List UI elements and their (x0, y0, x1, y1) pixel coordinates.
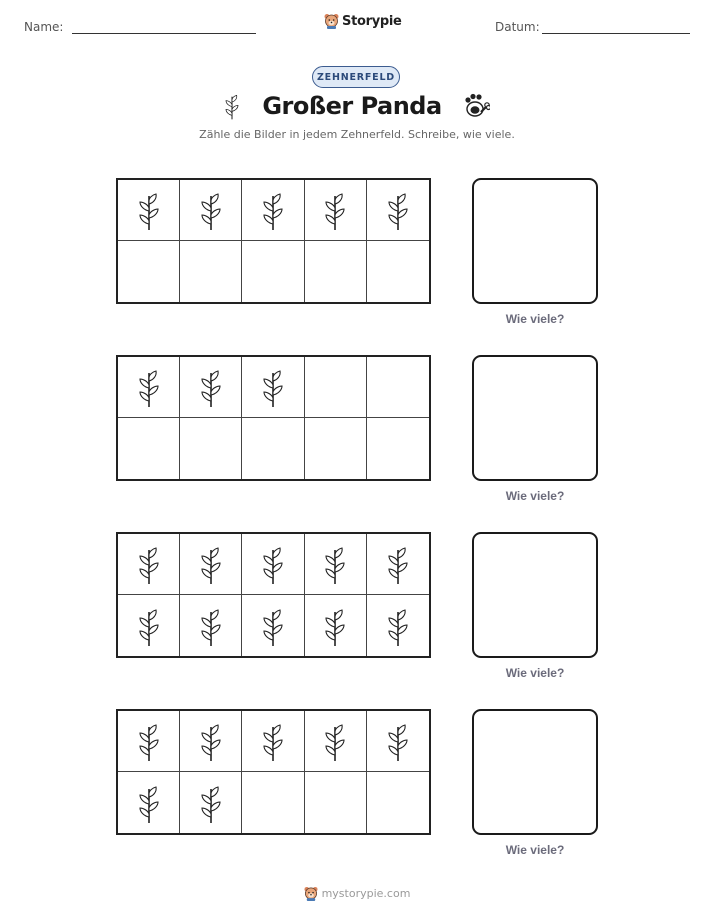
footer (0, 886, 714, 901)
bamboo-sprout-icon (199, 781, 223, 825)
ten-frame-cell (242, 241, 304, 302)
ten-frame-cell (180, 180, 242, 241)
ten-frame (116, 532, 431, 658)
ten-frame-cell (118, 418, 180, 479)
ten-frame-cell (305, 241, 367, 302)
bear-mascot-icon (304, 886, 318, 901)
bamboo-sprout-icon (261, 188, 285, 232)
ten-frame-cell (242, 180, 304, 241)
ten-frame-cell (367, 418, 429, 479)
bamboo-sprout-icon (261, 365, 285, 409)
ten-frame-cell (118, 357, 180, 418)
answer-label: Wie viele? (505, 312, 565, 326)
bamboo-sprout-icon (323, 604, 347, 648)
bamboo-sprout-icon (199, 604, 223, 648)
bamboo-sprout-icon (261, 604, 285, 648)
ten-frame-cell (118, 772, 180, 833)
ten-frame-cell (242, 357, 304, 418)
ten-frame-cell (180, 595, 242, 656)
ten-frame-cell (242, 595, 304, 656)
ten-frame-cell (180, 357, 242, 418)
brand-logo (324, 13, 402, 29)
answer-label: Wie viele? (505, 666, 565, 680)
ten-frame-cell (367, 772, 429, 833)
ten-frame-cell (305, 534, 367, 595)
bamboo-sprout-icon (199, 719, 223, 763)
brand-name: Storypie (342, 13, 402, 29)
worksheet-title: Großer Panda (262, 92, 442, 120)
ten-frame-cell (118, 534, 180, 595)
ten-frame-cell (305, 357, 367, 418)
date-label: Datum: (495, 20, 540, 34)
title-row (0, 90, 714, 122)
name-line[interactable] (72, 33, 256, 34)
bamboo-sprout-icon (137, 542, 161, 586)
ten-frame-cell (367, 241, 429, 302)
ten-frame-cell (305, 711, 367, 772)
ten-frame-cell (180, 241, 242, 302)
bamboo-sprout-icon (261, 719, 285, 763)
ten-frame-cell (180, 418, 242, 479)
ten-frame-cell (305, 595, 367, 656)
ten-frame-cell (242, 418, 304, 479)
bamboo-sprout-icon (199, 188, 223, 232)
bamboo-sprout-icon (323, 719, 347, 763)
name-label: Name: (24, 20, 64, 34)
ten-frame (116, 178, 431, 304)
bamboo-sprout-icon (323, 188, 347, 232)
answer-label: Wie viele? (505, 489, 565, 503)
ten-frame-cell (118, 711, 180, 772)
bamboo-sprout-icon (224, 90, 240, 122)
bamboo-sprout-icon (137, 604, 161, 648)
ten-frame (116, 355, 431, 481)
answer-box[interactable] (472, 709, 598, 835)
ten-frame-cell (305, 418, 367, 479)
ten-frame-cell (367, 180, 429, 241)
ten-frame-cell (242, 711, 304, 772)
answer-box[interactable] (472, 178, 598, 304)
answer-box[interactable] (472, 355, 598, 481)
bamboo-sprout-icon (386, 604, 410, 648)
date-line[interactable] (542, 33, 690, 34)
bamboo-sprout-icon (137, 188, 161, 232)
bamboo-sprout-icon (199, 542, 223, 586)
bear-mascot-icon (324, 13, 339, 29)
ten-frame-cell (242, 772, 304, 833)
ten-frame (116, 709, 431, 835)
answer-label: Wie viele? (505, 843, 565, 857)
ten-frame-cell (118, 241, 180, 302)
ten-frame-cell (305, 772, 367, 833)
instruction-text: Zähle die Bilder in jedem Zehnerfeld. Schreibe, wie viele. (199, 128, 515, 141)
ten-frame-cell (180, 711, 242, 772)
bamboo-sprout-icon (386, 188, 410, 232)
ten-frame-cell (180, 772, 242, 833)
bamboo-sprout-icon (386, 542, 410, 586)
bamboo-sprout-icon (386, 719, 410, 763)
ten-frame-cell (118, 180, 180, 241)
worksheet-type-badge: ZEHNERFELD (312, 66, 400, 88)
footer-url: mystorypie.com (321, 887, 411, 900)
ten-frame-cell (367, 534, 429, 595)
bamboo-sprout-icon (323, 542, 347, 586)
bamboo-sprout-icon (261, 542, 285, 586)
ten-frame-cell (367, 711, 429, 772)
ten-frame-cell (305, 180, 367, 241)
ten-frame-cell (180, 534, 242, 595)
paw-bone-icon (464, 92, 490, 120)
ten-frame-cell (118, 595, 180, 656)
ten-frame-cell (367, 595, 429, 656)
ten-frame-cell (367, 357, 429, 418)
bamboo-sprout-icon (137, 781, 161, 825)
bamboo-sprout-icon (137, 719, 161, 763)
bamboo-sprout-icon (137, 365, 161, 409)
bamboo-sprout-icon (199, 365, 223, 409)
ten-frame-cell (242, 534, 304, 595)
answer-box[interactable] (472, 532, 598, 658)
